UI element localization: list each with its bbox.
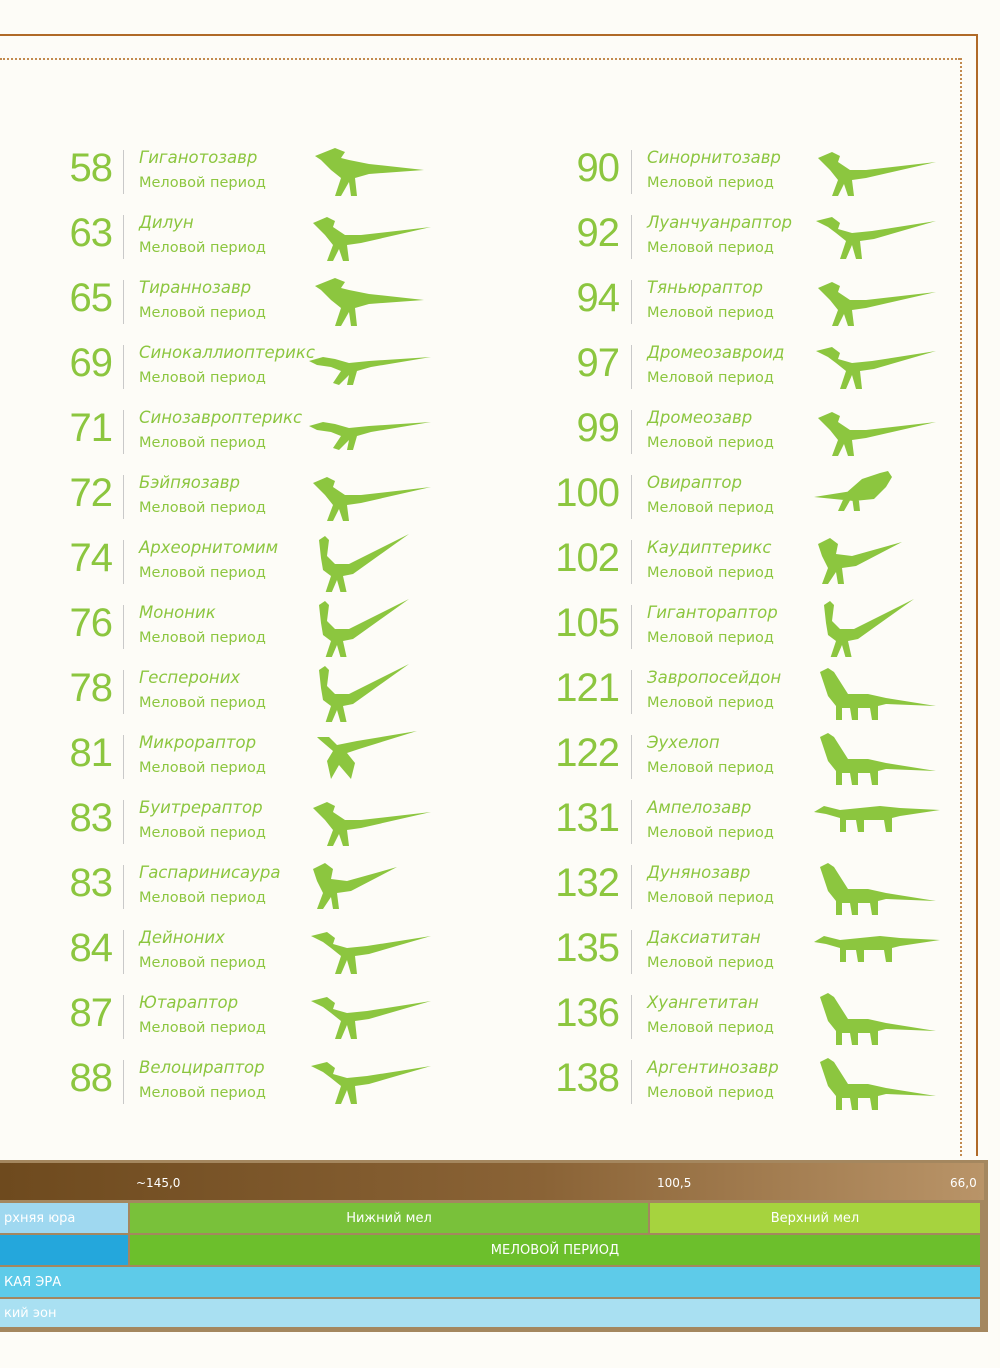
separator-line bbox=[123, 995, 124, 1039]
dinosaur-name: Дилун bbox=[139, 213, 194, 232]
left-column bbox=[50, 138, 470, 1113]
dinosaur-silhouette-icon bbox=[810, 922, 940, 982]
dinosaur-silhouette-icon bbox=[305, 402, 435, 462]
dinosaur-name: Ютараптор bbox=[139, 993, 239, 1012]
dinosaur-silhouette-icon bbox=[305, 727, 435, 787]
page-number: 122 bbox=[555, 731, 619, 775]
dinosaur-name: Синозавроптерикс bbox=[139, 408, 303, 427]
epoch-label: Верхний мел bbox=[770, 1210, 860, 1226]
period-label: МЕЛОВОЙ ПЕРИОД bbox=[490, 1242, 620, 1258]
dinosaur-name: Синорнитозавр bbox=[647, 148, 781, 167]
page-number: 100 bbox=[555, 471, 619, 515]
dinosaur-silhouette-icon bbox=[810, 597, 940, 657]
dinosaur-entry bbox=[50, 398, 470, 463]
separator-line bbox=[631, 280, 632, 324]
period-text: Меловой период bbox=[647, 500, 774, 516]
page-number: 58 bbox=[69, 146, 112, 190]
dinosaur-name: Ампелозавр bbox=[647, 798, 752, 817]
separator-line bbox=[631, 215, 632, 259]
page-number: 135 bbox=[555, 926, 619, 970]
dinosaur-entry bbox=[50, 1048, 470, 1113]
dinosaur-silhouette-icon bbox=[810, 532, 940, 592]
period-text: Меловой период bbox=[647, 890, 774, 906]
dinosaur-name: Археорнитомим bbox=[139, 538, 279, 557]
separator-line bbox=[631, 540, 632, 584]
separator-line bbox=[123, 475, 124, 519]
page-number: 74 bbox=[69, 536, 112, 580]
period-text: Меловой период bbox=[647, 175, 774, 191]
page-number: 97 bbox=[576, 341, 619, 385]
era-band bbox=[0, 1267, 980, 1297]
period-text: Меловой период bbox=[647, 240, 774, 256]
dinosaur-silhouette-icon bbox=[305, 857, 435, 917]
dinosaur-silhouette-icon bbox=[810, 467, 940, 527]
dinosaur-entry bbox=[545, 983, 965, 1048]
dinosaur-entry bbox=[545, 528, 965, 593]
separator-line bbox=[631, 995, 632, 1039]
epoch-lower-cretaceous bbox=[130, 1203, 648, 1233]
period-text: Меловой период bbox=[647, 760, 774, 776]
dinosaur-name: Дунянозавр bbox=[647, 863, 751, 882]
dinosaur-name: Дромеозавр bbox=[647, 408, 753, 427]
dinosaur-silhouette-icon bbox=[305, 792, 435, 852]
dinosaur-silhouette-icon bbox=[810, 857, 940, 917]
dinosaur-entry bbox=[545, 723, 965, 788]
period-text: Меловой период bbox=[139, 565, 266, 581]
dotted-border-top bbox=[0, 58, 960, 60]
epoch-upper-jurassic bbox=[0, 1203, 128, 1233]
period-text: Меловой период bbox=[647, 825, 774, 841]
epoch-label: рхняя юра bbox=[4, 1210, 76, 1226]
dinosaur-silhouette-icon bbox=[305, 532, 435, 592]
separator-line bbox=[631, 1060, 632, 1104]
page-number: 83 bbox=[69, 796, 112, 840]
dinosaur-silhouette-icon bbox=[810, 662, 940, 722]
separator-line bbox=[631, 475, 632, 519]
period-text: Меловой период bbox=[139, 435, 266, 451]
dinosaur-name: Гаспаринисаура bbox=[139, 863, 281, 882]
dinosaur-name: Тираннозавр bbox=[139, 278, 252, 297]
page-number: 87 bbox=[69, 991, 112, 1035]
separator-line bbox=[123, 215, 124, 259]
dinosaur-name: Каудиптерикс bbox=[647, 538, 772, 557]
eon-band bbox=[0, 1299, 980, 1327]
separator-line bbox=[631, 150, 632, 194]
dinosaur-silhouette-icon bbox=[305, 337, 435, 397]
dinosaur-silhouette-icon bbox=[810, 792, 940, 852]
separator-line bbox=[631, 345, 632, 389]
separator-line bbox=[631, 410, 632, 454]
separator-line bbox=[123, 930, 124, 974]
period-text: Меловой период bbox=[647, 1020, 774, 1036]
dinosaur-silhouette-icon bbox=[305, 922, 435, 982]
period-text: Меловой период bbox=[139, 305, 266, 321]
page-number: 105 bbox=[555, 601, 619, 645]
dinosaur-entry bbox=[545, 268, 965, 333]
separator-line bbox=[123, 800, 124, 844]
page-number: 83 bbox=[69, 861, 112, 905]
page-number: 81 bbox=[69, 731, 112, 775]
dinosaur-silhouette-icon bbox=[305, 597, 435, 657]
period-text: Меловой период bbox=[139, 370, 266, 386]
dinosaur-name: Даксиатитан bbox=[647, 928, 761, 947]
dinosaur-name: Тяньюраптор bbox=[647, 278, 763, 297]
dinosaur-silhouette-icon bbox=[305, 207, 435, 267]
dinosaur-entry bbox=[545, 918, 965, 983]
dinosaur-entry bbox=[50, 723, 470, 788]
dinosaur-entry bbox=[50, 203, 470, 268]
dinosaur-name: Геспероних bbox=[139, 668, 241, 687]
page-number: 99 bbox=[576, 406, 619, 450]
period-text: Меловой период bbox=[647, 695, 774, 711]
page-frame-right bbox=[976, 34, 978, 1156]
dinosaur-entry bbox=[50, 593, 470, 658]
period-text: Меловой период bbox=[647, 630, 774, 646]
dinosaur-entry bbox=[545, 1048, 965, 1113]
period-text: Меловой период bbox=[139, 695, 266, 711]
separator-line bbox=[631, 865, 632, 909]
epoch-label: Нижний мел bbox=[346, 1210, 432, 1226]
period-text: Меловой период bbox=[139, 760, 266, 776]
dinosaur-name: Завропосейдон bbox=[647, 668, 782, 687]
period-text: Меловой период bbox=[139, 240, 266, 256]
dinosaur-name: Дромеозавроид bbox=[647, 343, 785, 362]
page-number: 90 bbox=[576, 146, 619, 190]
period-cretaceous bbox=[130, 1235, 980, 1265]
dinosaur-silhouette-icon bbox=[810, 207, 940, 267]
period-text: Меловой период bbox=[139, 500, 266, 516]
page-number: 102 bbox=[555, 536, 619, 580]
dinosaur-silhouette-icon bbox=[810, 337, 940, 397]
epoch-upper-cretaceous bbox=[650, 1203, 980, 1233]
page-frame-top bbox=[0, 34, 978, 36]
dinosaur-entry bbox=[50, 658, 470, 723]
period-text: Меловой период bbox=[647, 1085, 774, 1101]
dinosaur-entry bbox=[50, 138, 470, 203]
dinosaur-entry bbox=[545, 463, 965, 528]
period-text: Меловой период bbox=[647, 435, 774, 451]
dinosaur-entry bbox=[50, 918, 470, 983]
page-number: 72 bbox=[69, 471, 112, 515]
dinosaur-silhouette-icon bbox=[810, 142, 940, 202]
page-number: 121 bbox=[555, 666, 619, 710]
dinosaur-entry bbox=[545, 593, 965, 658]
separator-line bbox=[123, 865, 124, 909]
period-text: Меловой период bbox=[139, 890, 266, 906]
dinosaur-name: Гиганторaптор bbox=[647, 603, 778, 622]
dinosaur-entry bbox=[50, 268, 470, 333]
page-number: 131 bbox=[555, 796, 619, 840]
separator-line bbox=[123, 670, 124, 714]
dinosaur-name: Велоцираптор bbox=[139, 1058, 265, 1077]
dinosaur-name: Аргентинозавр bbox=[647, 1058, 779, 1077]
dinosaur-name: Мононик bbox=[139, 603, 216, 622]
dinosaur-entry bbox=[545, 398, 965, 463]
dinosaur-name: Эухелоп bbox=[647, 733, 720, 752]
separator-line bbox=[123, 150, 124, 194]
period-text: Меловой период bbox=[647, 955, 774, 971]
dinosaur-name: Бэйпяозавр bbox=[139, 473, 240, 492]
dinosaur-entry bbox=[50, 463, 470, 528]
period-text: Меловой период bbox=[647, 305, 774, 321]
dinosaur-entry bbox=[50, 853, 470, 918]
separator-line bbox=[631, 735, 632, 779]
page-number: 71 bbox=[69, 406, 112, 450]
separator-line bbox=[123, 1060, 124, 1104]
page-number: 63 bbox=[69, 211, 112, 255]
dinosaur-entry bbox=[545, 788, 965, 853]
dinosaur-silhouette-icon bbox=[305, 142, 435, 202]
dinosaur-entry bbox=[50, 528, 470, 593]
period-text: Меловой период bbox=[139, 825, 266, 841]
page-number: 94 bbox=[576, 276, 619, 320]
dinosaur-entry bbox=[50, 788, 470, 853]
dinosaur-name: Луанчуанраптор bbox=[647, 213, 793, 232]
dinosaur-silhouette-icon bbox=[305, 987, 435, 1047]
page-number: 136 bbox=[555, 991, 619, 1035]
period-text: Меловой период bbox=[139, 630, 266, 646]
separator-line bbox=[631, 605, 632, 649]
period-text: Меловой период bbox=[647, 370, 774, 386]
period-text: Меловой период bbox=[139, 175, 266, 191]
period-text: Меловой период bbox=[139, 1085, 266, 1101]
dinosaur-entry bbox=[545, 853, 965, 918]
dinosaur-silhouette-icon bbox=[810, 402, 940, 462]
separator-line bbox=[123, 605, 124, 649]
separator-line bbox=[631, 670, 632, 714]
dinosaur-name: Синокаллиоптерикс bbox=[139, 343, 315, 362]
dinosaur-name: Гиганотозавр bbox=[139, 148, 258, 167]
dinosaur-silhouette-icon bbox=[810, 272, 940, 332]
separator-line bbox=[123, 280, 124, 324]
dinosaur-entry bbox=[545, 658, 965, 723]
dinosaur-entry bbox=[545, 138, 965, 203]
dinosaur-name: Дейноних bbox=[139, 928, 225, 947]
dinosaur-entry bbox=[545, 203, 965, 268]
page-number: 92 bbox=[576, 211, 619, 255]
dinosaur-silhouette-icon bbox=[305, 272, 435, 332]
separator-line bbox=[631, 800, 632, 844]
page-number: 84 bbox=[69, 926, 112, 970]
separator-line bbox=[123, 410, 124, 454]
separator-line bbox=[631, 930, 632, 974]
dinosaur-silhouette-icon bbox=[810, 727, 940, 787]
dinosaur-name: Овираптор bbox=[647, 473, 742, 492]
dinosaur-entry bbox=[50, 983, 470, 1048]
tick-label: 66,0 bbox=[950, 1176, 977, 1190]
eon-label: кий эон bbox=[4, 1305, 57, 1321]
separator-line bbox=[123, 735, 124, 779]
dinosaur-entry bbox=[545, 333, 965, 398]
dinosaur-name: Микрораптор bbox=[139, 733, 257, 752]
tick-label: 100,5 bbox=[657, 1176, 692, 1190]
period-text: Меловой период bbox=[139, 955, 266, 971]
page-number: 88 bbox=[69, 1056, 112, 1100]
page-number: 76 bbox=[69, 601, 112, 645]
dinosaur-silhouette-icon bbox=[305, 662, 435, 722]
separator-line bbox=[123, 540, 124, 584]
separator-line bbox=[123, 345, 124, 389]
era-label: КАЯ ЭРА bbox=[4, 1274, 62, 1290]
right-column bbox=[545, 138, 965, 1113]
dinosaur-silhouette-icon bbox=[810, 1052, 940, 1112]
dinosaur-silhouette-icon bbox=[305, 1052, 435, 1112]
page-number: 132 bbox=[555, 861, 619, 905]
dinosaur-silhouette-icon bbox=[305, 467, 435, 527]
dinosaur-name: Буитрераптор bbox=[139, 798, 263, 817]
dinosaur-silhouette-icon bbox=[810, 987, 940, 1047]
dinosaur-entry bbox=[50, 333, 470, 398]
page-number: 138 bbox=[555, 1056, 619, 1100]
dinosaur-name: Хуангетитан bbox=[647, 993, 759, 1012]
page-number: 69 bbox=[69, 341, 112, 385]
page-number: 65 bbox=[69, 276, 112, 320]
period-text: Меловой период bbox=[647, 565, 774, 581]
tick-label: ~145,0 bbox=[136, 1176, 181, 1190]
page-number: 78 bbox=[69, 666, 112, 710]
period-text: Меловой период bbox=[139, 1020, 266, 1036]
period-jurassic bbox=[0, 1235, 128, 1265]
